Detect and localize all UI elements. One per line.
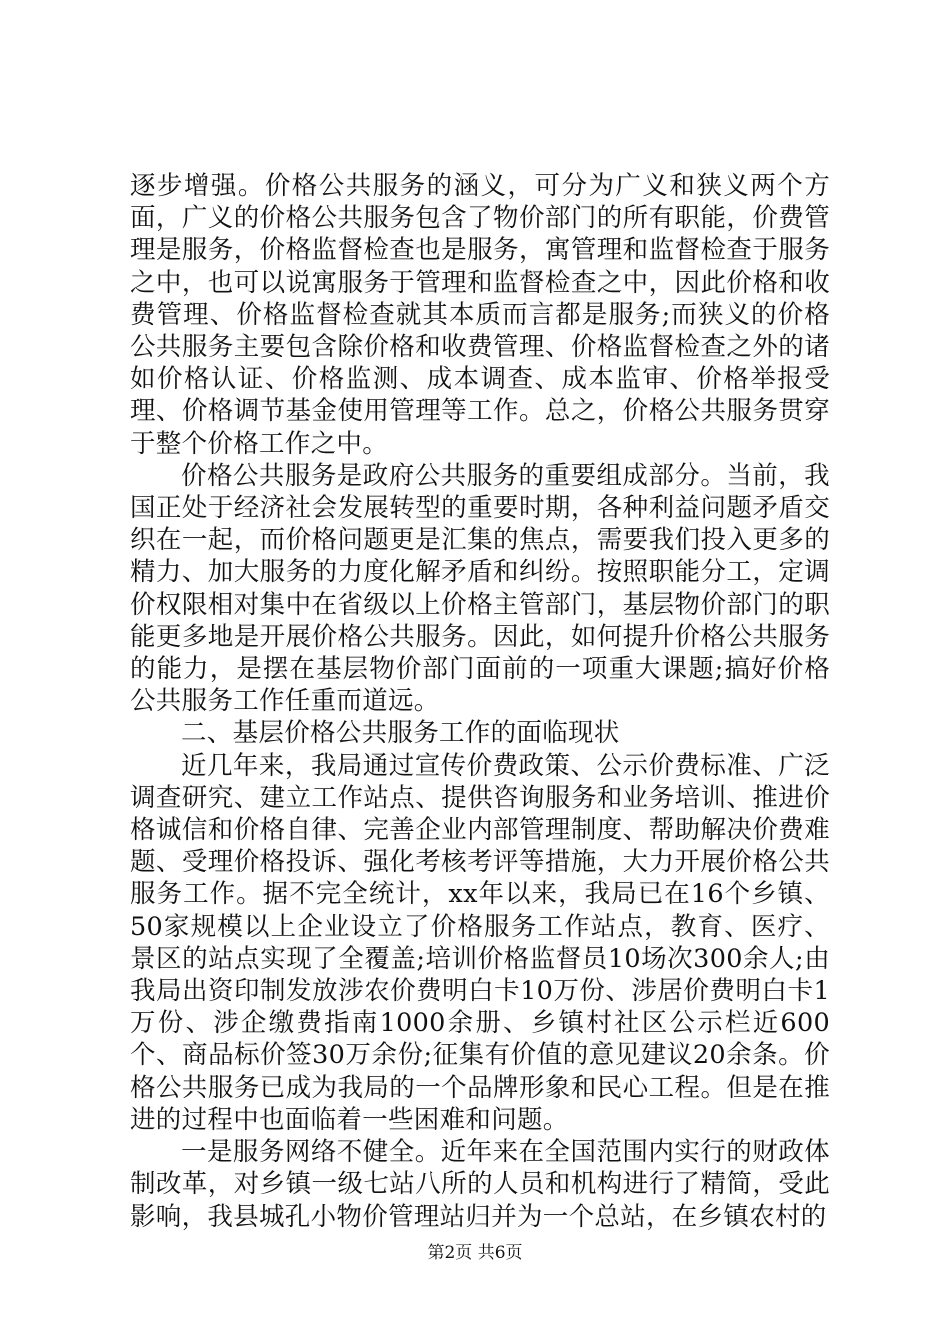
paragraph-public-service-importance: 价格公共服务是政府公共服务的重要组成部分。当前，我国正处于经济社会发展转型的重要时期，各种利益问题矛盾交织在一起，而价格问题更是汇集的焦点，需要我们投入更多的精力、加大服务的力度化解矛盾和纠纷。按照职能分工，定调价权限相对集中在省级以上价格主管部门，基层物价部门的职能更多地是开展价格公共服务。因此，如何提升价格公共服务的能力，是摆在基层物价部门面前的一项重大课题;搞好价格公共服务工作任重而道远。: [130, 460, 830, 717]
paragraph-service-network: 一是服务网络不健全。近年来在全国范围内实行的财政体制改革，对乡镇一级七站八所的人员和机构进行了精简，受此影响，我县城孔小物价管理站归并为一个总站，在乡镇农村的: [130, 1137, 830, 1232]
page-number-footer: 第2页 共6页: [427, 1243, 523, 1263]
section-heading: 二、基层价格公共服务工作的面临现状: [181, 718, 620, 749]
paragraph-continuation: 逐步增强。价格公共服务的涵义，可分为广义和狭义两个方面，广义的价格公共服务包含了物价部门的所有职能，价费管理是服务，价格监督检查也是服务，寓管理和监督检查于服务之中，也可以说寓服务于管理和监督检查之中，因此价格和收费管理、价格监督检查就其本质而言都是服务;而狭义的价格公共服务主要包含除价格和收费管理、价格监督检查之外的诸如价格认证、价格监测、成本调查、成本监审、价格举报受理、价格调节基金使用管理等工作。总之，价格公共服务贯穿于整个价格工作之中。: [130, 171, 830, 459]
document-body: [130, 170, 830, 1233]
paragraph-recent-work: 近几年来，我局通过宣传价费政策、公示价费标准、广泛调查研究、建立工作站点、提供咨询服务和业务培训、推进价格诚信和价格自律、完善企业内部管理制度、帮助解决价费难题、受理价格投诉、强化考核考评等措施，大力开展价格公共服务工作。据不完全统计，xx年以来，我局已在16个乡镇、50家规模以上企业设立了价格服务工作站点，教育、医疗、景区的站点实现了全覆盖;培训价格监督员10场次300余人;由我局出资印制发放涉农价费明白卡10万份、涉居价费明白卡1万份、涉企缴费指南1000余册、乡镇村社区公示栏近600个、商品标价签30万余份;征集有价值的意见建议20余条。价格公共服务已成为我局的一个品牌形象和民心工程。但是在推进的过程中也面临着一些困难和问题。: [130, 750, 830, 1135]
